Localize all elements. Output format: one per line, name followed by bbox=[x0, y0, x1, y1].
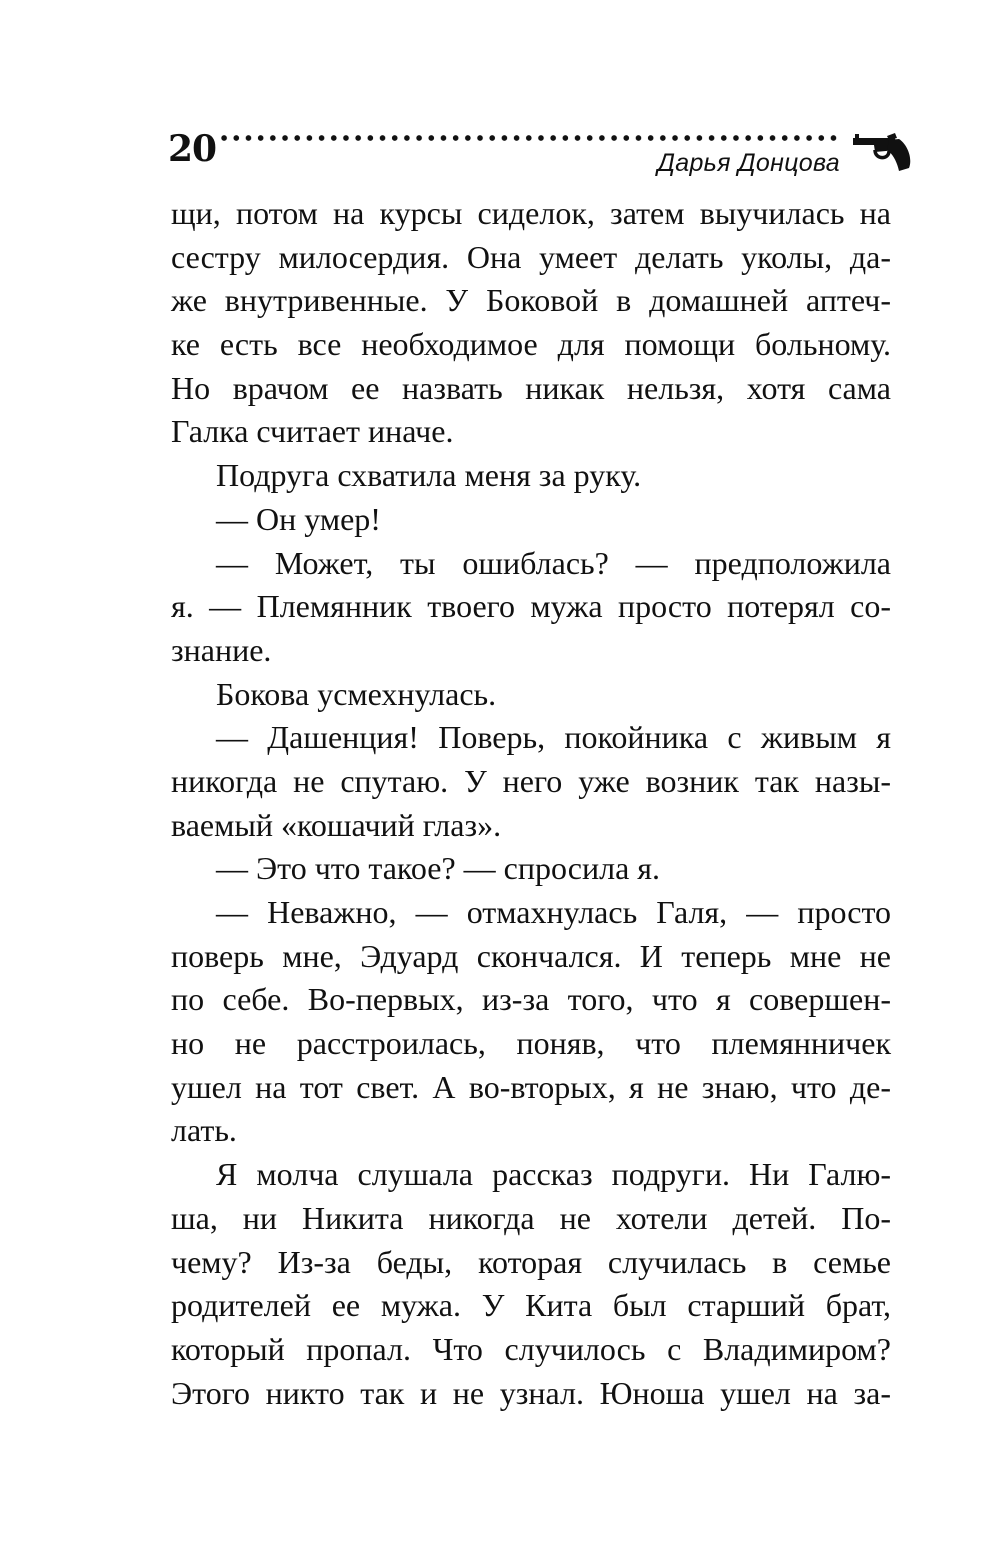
text-line: — Это что такое? — спросила я. bbox=[216, 850, 660, 887]
text-line: ша, ни Никита никогда не хотели детей. По- bbox=[171, 1199, 891, 1236]
author-name: Дарья Донцова bbox=[657, 149, 840, 177]
text-line: Этого никто так и не узнал. Юноша ушел на за- bbox=[171, 1374, 891, 1411]
text-line: поверь мне, Эдуард скончался. И теперь мне не bbox=[171, 937, 891, 974]
text-line: — Дашенция! Поверь, покойника с живым я bbox=[216, 719, 891, 756]
text-line: но не расстроилась, поняв, что племянничек bbox=[171, 1025, 891, 1062]
text-line: ваемый «кошачий глаз». bbox=[171, 806, 502, 843]
text-line: Галка считает иначе. bbox=[171, 413, 454, 450]
text-line: я. — Племянник твоего мужа просто потерял со- bbox=[171, 588, 891, 625]
text-line: по себе. Во-первых, из-за того, что я совершен- bbox=[171, 981, 891, 1018]
text-line: — Может, ты ошиблась? — предположила bbox=[216, 544, 891, 581]
text-line: — Он умер! bbox=[216, 500, 381, 537]
revolver-icon bbox=[851, 132, 913, 172]
text-line: щи, потом на курсы сиделок, затем выучилась на bbox=[171, 195, 891, 231]
page-number: 20 bbox=[168, 128, 217, 170]
text-line: Но врачом ее назвать никак нельзя, хотя сама bbox=[171, 369, 891, 406]
text-line: Я молча слушала рассказ подруги. Ни Галю- bbox=[216, 1156, 891, 1193]
text-line: родителей ее мужа. У Кита был старший брат, bbox=[171, 1287, 891, 1324]
text-line: ушел на тот свет. А во-вторых, я не знаю, что де- bbox=[171, 1068, 891, 1105]
text-line: ке есть все необходимое для помощи больному. bbox=[171, 326, 891, 363]
header-dotted-rule bbox=[218, 134, 840, 142]
text-line: знание. bbox=[171, 631, 272, 668]
text-line: никогда не спутаю. У него уже возник так назы- bbox=[171, 762, 891, 799]
text-line: же внутривенные. У Боковой в домашней аптеч- bbox=[171, 282, 891, 319]
text-line: сестру милосердия. Она умеет делать уколы, да- bbox=[171, 238, 891, 275]
text-line: Бокова усмехнулась. bbox=[216, 675, 497, 712]
text-line: Подруга схватила меня за руку. bbox=[216, 457, 642, 494]
text-line: лать. bbox=[171, 1112, 237, 1149]
text-line: который пропал. Что случилось с Владимиром? bbox=[171, 1330, 891, 1367]
text-line: — Неважно, — отмахнулась Галя, — просто bbox=[216, 894, 891, 930]
text-line: чему? Из-за беды, которая случилась в семье bbox=[171, 1243, 891, 1280]
book-text bbox=[171, 192, 891, 1415]
